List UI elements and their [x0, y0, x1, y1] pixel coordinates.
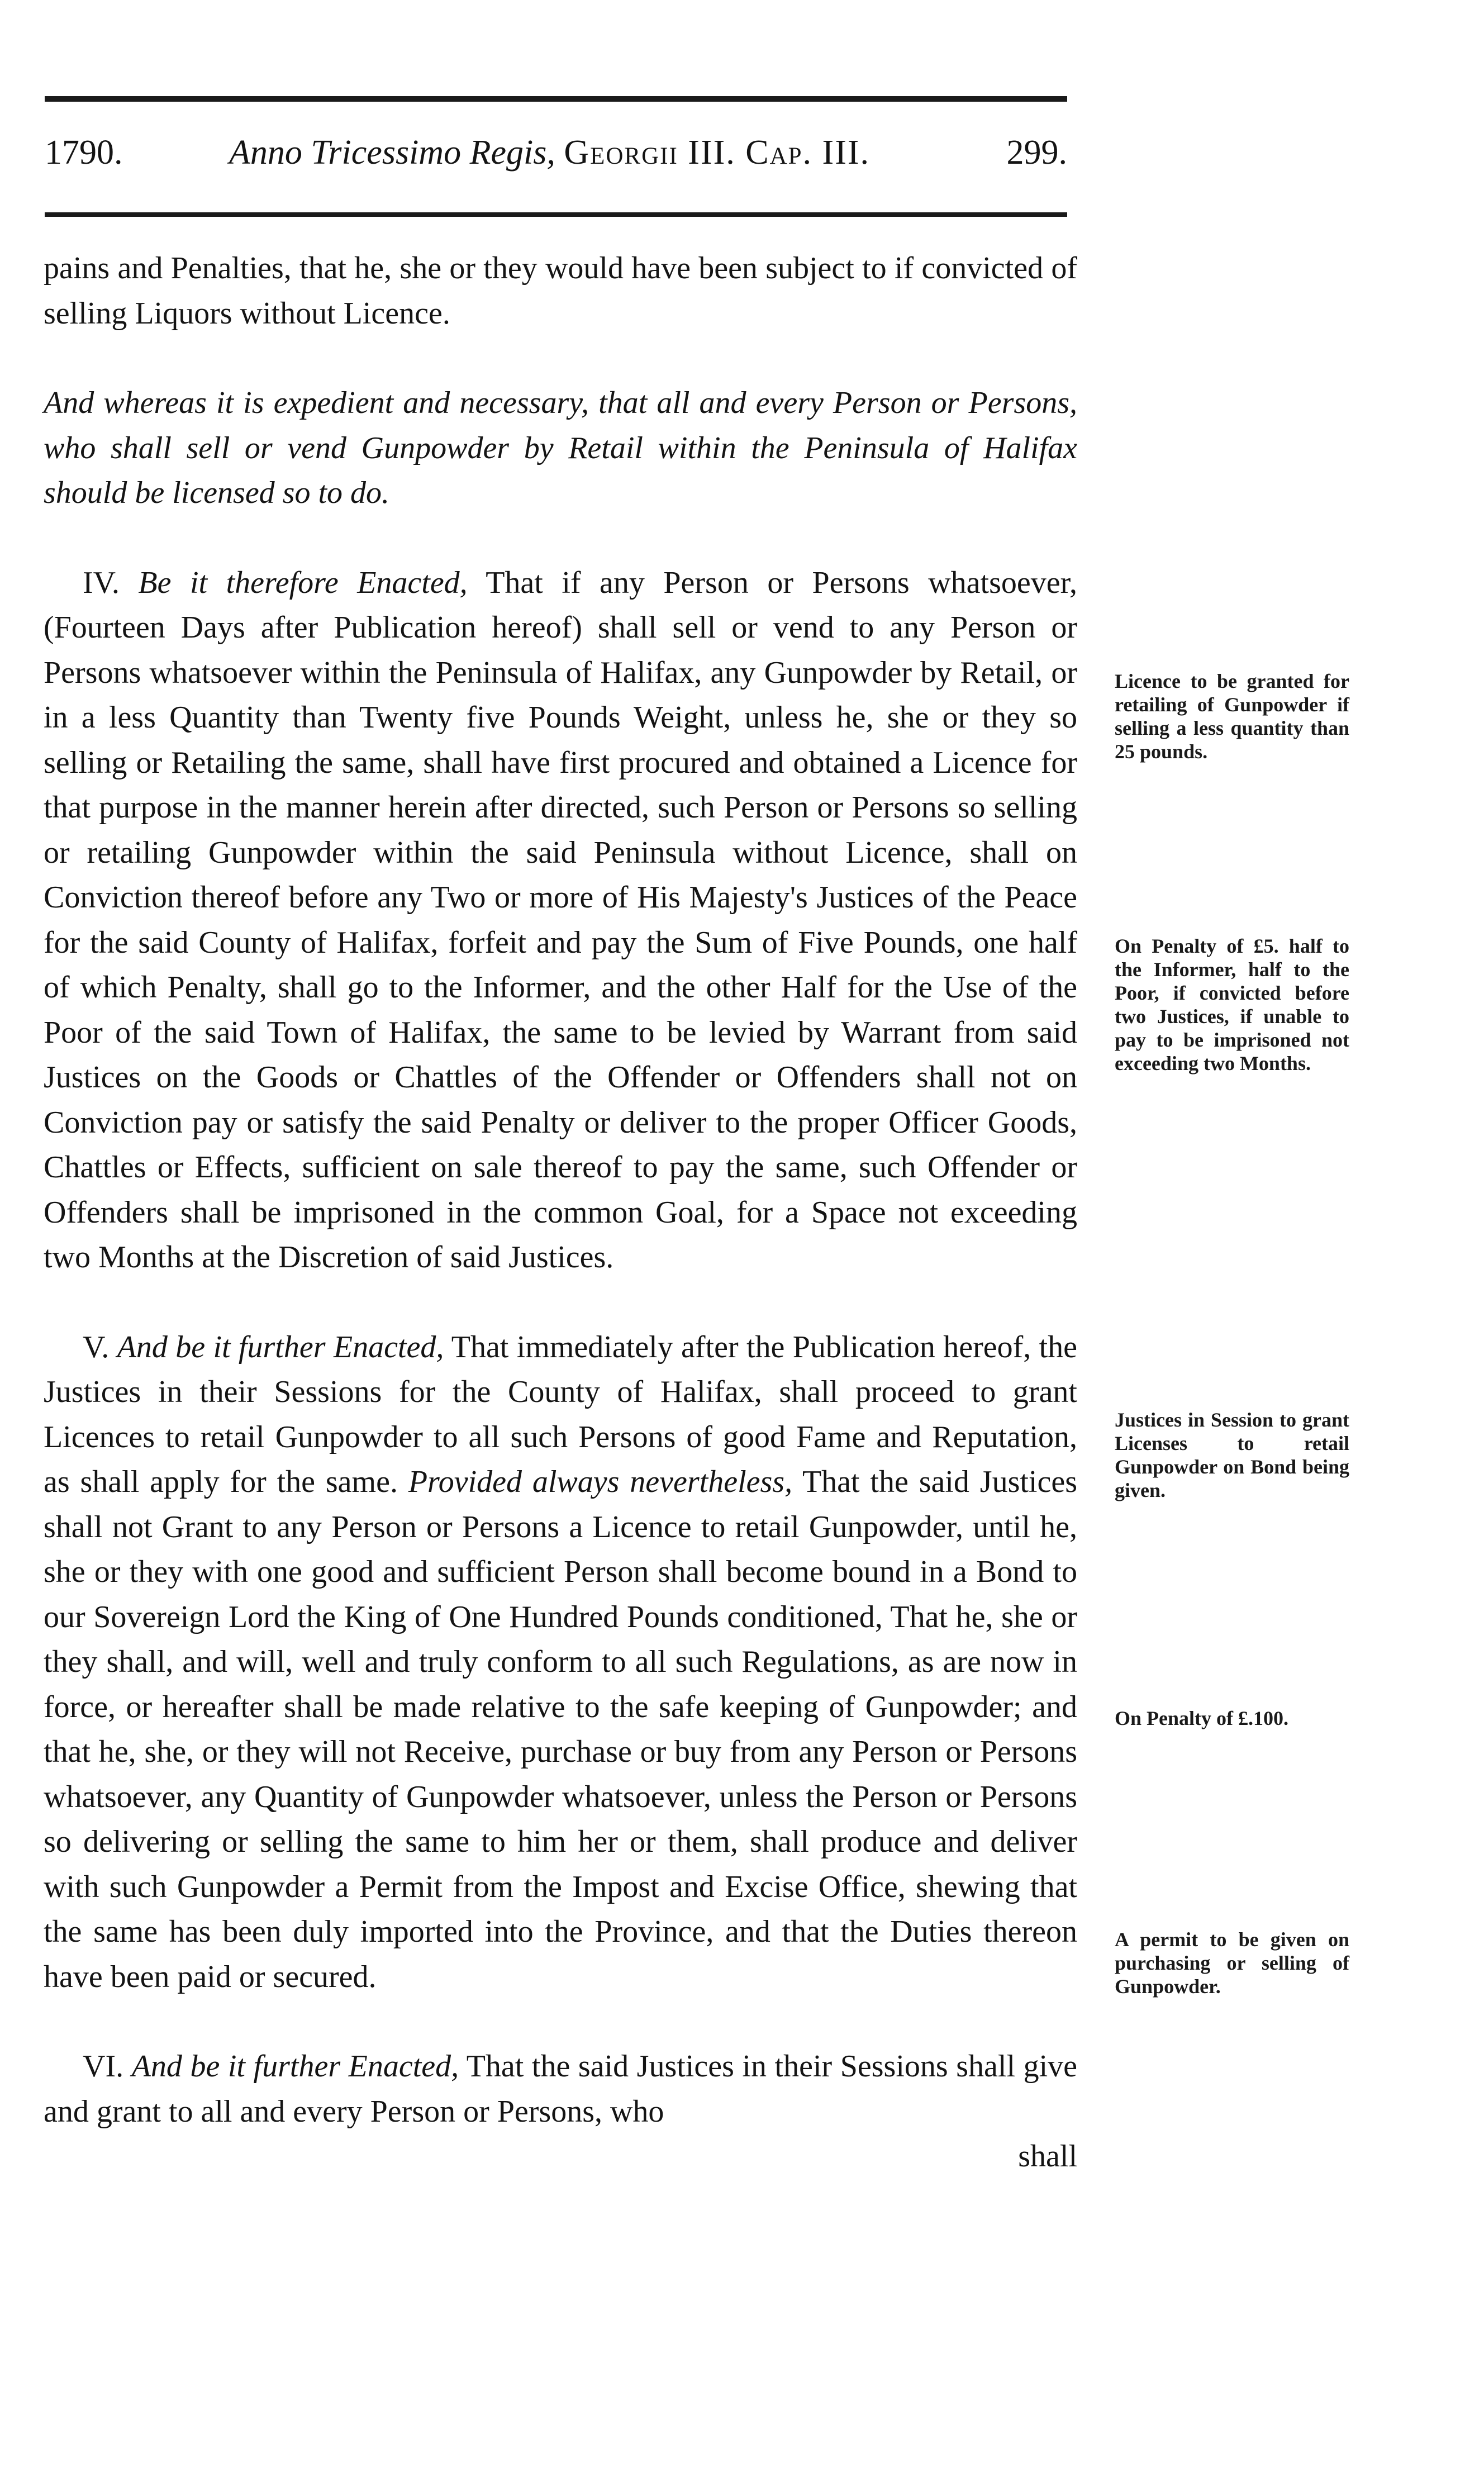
- margin-note-penalty-hundred: On Penalty of £.100.: [1115, 1707, 1288, 1729]
- header-year: 1790.: [45, 134, 123, 172]
- section-vi-enact: And be it further Enacted,: [131, 2049, 459, 2084]
- section-v-proviso: Provided always nevertheless,: [408, 1465, 793, 1499]
- main-text: [44, 246, 1077, 2179]
- catchword: shall: [1018, 2139, 1077, 2174]
- section-v: [44, 1325, 1077, 2000]
- margin-note-licence: Licence to be granted for retailing of Gunpowder if selling a less quantity than 25 pounds.: [1115, 670, 1349, 763]
- section-v-text-2: That the said Justices shall not Grant to any Person or Persons a Licence to retail Gunpowder, until he, she or they with one good and sufficient Person shall become bound in a Bond to our Sovereign Lord the King of One Hundred Pounds conditioned, That he, she or they shall, and will, well and truly conform to all such Regulations, as are now in force, or hereafter shall be made relative to the safe keeping of Gunpowder; and that he, she, or they will not Receive, purchase or buy from any Person or Persons whatsoever, any Quantity of Gunpowder whatsoever, unless the Person or Persons so delivering or selling the same to him her or them, shall produce and deliver with such Gunpowder a Permit from the Impost and Excise Office, shewing that the same has been duly imported into the Province, and that the Duties thereon have been paid or secured.: [44, 1465, 1077, 1994]
- section-iv-text: That if any Person or Persons whatsoever, (Fourteen Days after Publication hereof) shall sell or vend to any Person or Persons whatsoever within the Peninsula of Halifax, any Gunpowder by Retail, or in a less Quantity than Twenty five Pounds Weight, unless he, she or they so selling or Retailing the same, shall have first procured and obtained a Licence for that purpose in the manner herein after directed, such Person or Persons so selling or retailing Gunpowder within the said Peninsula without Licence, shall on Conviction thereof before any Two or more of His Majesty's Justices of the Peace for the said County of Halifax, forfeit and pay the Sum of Five Pounds, one half of which Penalty, shall go to the Informer, and the other Half for the Use of the Poor of the said Town of Halifax, the same to be levied by Warrant from said Justices on the Goods or Chattles of the Offender or Offenders shall not on Conviction pay or satisfy the said Penalty or deliver to the proper Officer Goods, Chattles or Effects, sufficient on sale thereof to pay the same, such Offender or Offenders shall be imprisoned in the common Goal, for a Space not exceeding two Months at the Discretion of said Justices.: [44, 565, 1077, 1275]
- preamble-paragraph: And whereas it is expedient and necessary, that all and every Person or Persons, who shall sell or vend Gunpowder by Retail within the Peninsula of Halifax should be licensed so to do.: [44, 386, 1077, 510]
- section-vi: [44, 2044, 1077, 2134]
- section-iv-enact: Be it therefore Enacted,: [138, 565, 468, 600]
- section-v-enact: And be it further Enacted,: [117, 1329, 444, 1365]
- section-iv: [44, 560, 1077, 1280]
- header-rule-bottom: [45, 212, 1067, 217]
- continuation-paragraph: pains and Penalties, that he, she or they would have been subject to if convicted of selling Liquors without Licence.: [44, 251, 1077, 331]
- header-rule-top: [45, 96, 1067, 102]
- running-head: [45, 122, 1067, 183]
- page-number: 299.: [1006, 134, 1067, 172]
- margin-note-permit: A permit to be given on purchasing or selling of Gunpowder.: [1115, 1928, 1349, 1998]
- section-vi-text: That the said Justices in their Sessions shall give and grant to all and every Person or Persons, who: [44, 2049, 1078, 2129]
- margin-note-justices-licenses: Justices in Session to grant Licenses to retail Gunpowder on Bond being given.: [1115, 1409, 1349, 1501]
- header-title-italic: Anno Tricessimo Regis,: [229, 134, 555, 172]
- margin-note-penalty-five-pounds: On Penalty of £5. half to the Informer, half to the Poor, if convicted before two Justices, if unable to pay to be imprisoned not exceeding two Months.: [1115, 935, 1349, 1075]
- section-v-number: V.: [83, 1329, 110, 1365]
- header-title-caps: Georgii III. Cap. III.: [564, 134, 870, 172]
- section-v-text-1: That immediately after the Publication hereof, the Justices in their Sessions for the County of Halifax, shall proceed to grant Licences to retail Gunpowder to all such Persons of good Fame and Reputation, as shall apply for the same.: [44, 1329, 1078, 1499]
- section-vi-number: VI.: [83, 2049, 124, 2084]
- section-iv-number: IV.: [83, 565, 120, 600]
- header-title: [229, 122, 870, 183]
